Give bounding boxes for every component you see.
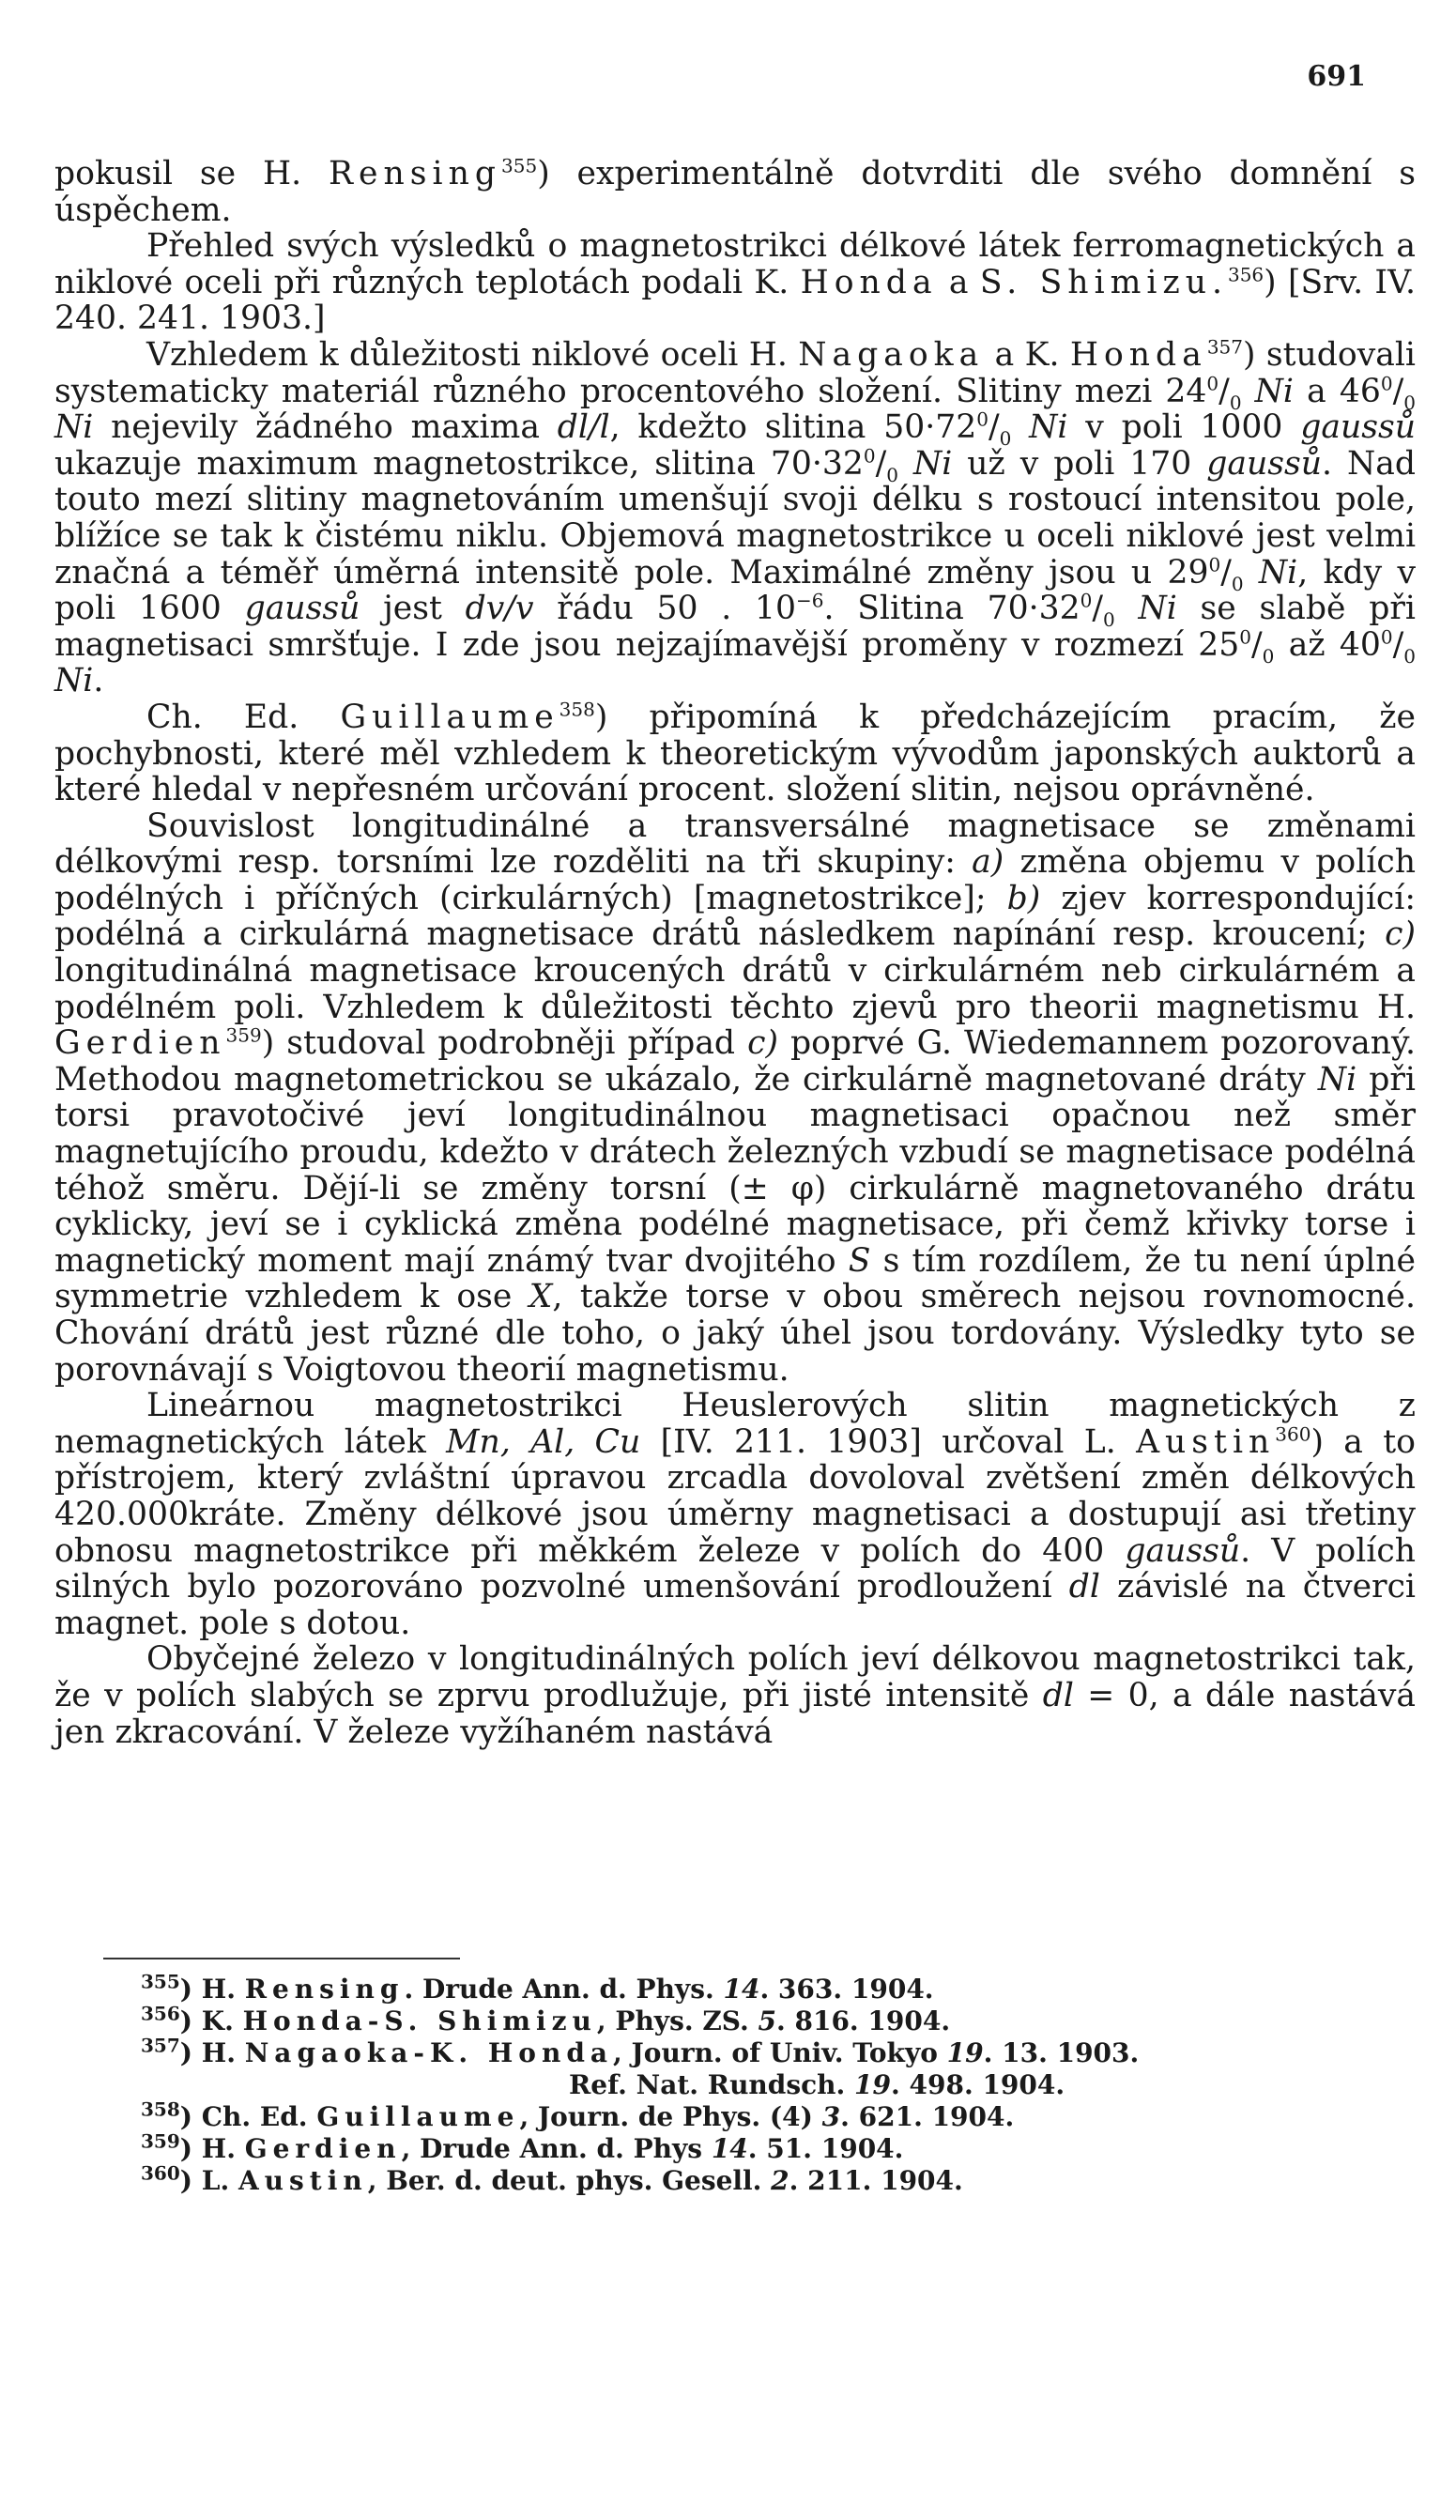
paragraph-segment: ) studoval podrobněji případ (261, 1024, 748, 1063)
paragraph-segment: jest (360, 590, 466, 628)
footnote-number: 360 (141, 2161, 180, 2185)
footnote (141, 2097, 1361, 2133)
footnote-segment: L. (201, 2165, 238, 2196)
paragraph-segment: X (529, 1278, 553, 1316)
footnote-segment: , Ber. d. deut. phys. Gesell. (367, 2165, 772, 2196)
paragraph-segment: řádu 50 . 10 (533, 590, 797, 628)
paragraph (54, 228, 1416, 337)
footnote (141, 2002, 1361, 2037)
paragraph (54, 808, 1416, 1389)
paragraph-segment: . Slitina 70·32 (823, 590, 1081, 628)
footnote-segment: . 621. 1904. (840, 2101, 1015, 2132)
paragraph-segment: Ni (1258, 553, 1298, 592)
footnote-paren: ) (179, 2005, 202, 2036)
paragraph-segment: Ni (54, 408, 94, 447)
paragraph-segment: 0 (1208, 553, 1221, 576)
paragraph-segment: a (937, 263, 980, 301)
footnote (141, 1970, 1361, 2005)
paragraph-segment: 0 (1403, 644, 1416, 668)
footnote-paren: ) (179, 1974, 202, 2005)
paragraph-segment: 358 (559, 698, 595, 721)
paragraph (54, 156, 1416, 228)
footnote (141, 2161, 1361, 2197)
footnote-segment: . 498. 1904. (891, 2069, 1065, 2100)
paragraph-segment: 0 (1103, 608, 1115, 632)
footnote-paren: ) (179, 2165, 202, 2196)
paragraph-segment: / (1218, 372, 1230, 410)
paragraph-segment: c) (1385, 915, 1416, 954)
paragraph-segment: 0 (1229, 391, 1242, 414)
footnote-divider (103, 1958, 460, 1959)
paragraph-segment: 0 (1380, 372, 1393, 395)
paragraph-segment: ) a to přístrojem, který zvláštní úpravou zrcadla dovoloval zvětšení změn délkových 420.000kráte. Změny délkové jsou úměrny magnetisaci a dostupují asi třetiny obnosu magnetostrikce při měkkém železe v polích do 400 (54, 1422, 1416, 1570)
footnote-segment: 3 (821, 2101, 841, 2132)
paragraph-segment: c) (747, 1024, 778, 1063)
paragraph-segment: ukazuje maximum magnetostrikce, slitina 70·32 (54, 444, 864, 483)
paragraph-segment (1011, 408, 1029, 446)
footnote (141, 2129, 1361, 2165)
footnote-segment: , Drude Ann. d. Phys (401, 2133, 712, 2164)
footnote-segment: . 363. 1904. (759, 1974, 934, 2005)
paragraph-segment: 357 (1206, 335, 1243, 359)
footnote-segment: 19 (854, 2069, 891, 2100)
paragraph-segment: S. Shimizu. (979, 263, 1228, 301)
paragraph-segment: 0 (863, 444, 876, 468)
paragraph-segment: Honda (1069, 335, 1207, 374)
footnote-segment: 2 (771, 2165, 789, 2196)
paragraph-segment: ) studovali systematicky materiál různého procentového složení. Slitiny mezi 24 (54, 335, 1416, 410)
paragraph-segment: a 46 (1294, 372, 1381, 410)
paragraph-segment: 359 (225, 1023, 262, 1047)
paragraph-segment (898, 445, 913, 483)
paragraph (54, 1641, 1416, 1750)
footnote-segment: , Journ. de Phys. (4) (519, 2101, 822, 2132)
paragraph-segment: S (848, 1241, 871, 1280)
footnote-segment: H. (201, 2037, 245, 2068)
paragraph-segment: ) [Srv. IV. 240. 241. 1903.] (54, 263, 1417, 338)
paragraph-segment: , kdy v poli 1600 (54, 553, 1416, 628)
paragraph-segment: 0 (1403, 391, 1416, 414)
paragraph-segment: gaussů (1125, 1531, 1241, 1570)
paragraph-segment: Ch. Ed. (146, 698, 341, 736)
footnote-segment: , Journ. of Univ. Tokyo (613, 2037, 947, 2068)
paragraph-segment: s tím rozdílem, že tu není úplné symmetrie vzhledem k ose (54, 1241, 1417, 1316)
footnote-segment: . Drude Ann. d. Phys. (404, 1974, 724, 2005)
footnote-segment: . 816. 1904. (775, 2005, 951, 2036)
paragraph-segment (1244, 554, 1259, 592)
paragraph-segment: . Nad touto mezí slitiny magnetováním umenšují svoji délku s rostoucí intensitou pole, blížíce se tak k čistému niklu. Objemová magnetostrikce u oceli niklové jest velmi značná a téměř úměrná intensitě pole. Maximálné změny jsou u 29 (54, 444, 1416, 592)
paragraph-segment: 0 (1231, 572, 1244, 595)
paragraph-segment: při torsi pravotočivé jeví longitudinálnou magnetisaci opačnou než směr magnetujícího proudu, kdežto v drátech železných vzbudí se magnetisace podélná téhož směru. Dějí-li se změny torsní (± φ) cirkulárně magnetovaného drátu cyklicky, jeví se i cyklická změna podélné magnetisace, při čemž křivky torse i magnetický moment mají známý tvar dvojitého (54, 1060, 1416, 1280)
body-text (54, 156, 1416, 1750)
paragraph-segment: 0 (1206, 372, 1219, 395)
footnote-segment: Honda-S. Shimizu (242, 2005, 597, 2036)
footnote-segment: Nagaoka-K. Honda (244, 2037, 614, 2068)
paragraph-segment: ) připomíná k předcházejícím pracím, že pochybnosti, které měl vzhledem k theoretickým vývodům japonských auktorů a které hledal v nepřesném určování procent. složení slitin, nejsou oprávněné. (54, 698, 1416, 809)
footnote-segment: . 211. 1904. (789, 2165, 963, 2196)
paragraph-segment: 0 (1262, 644, 1275, 668)
footnote-paren: ) (179, 2101, 202, 2132)
paragraph-segment: 0 (1380, 625, 1393, 649)
footnote-segment: 19 (946, 2037, 984, 2068)
footnote-segment: . 13. 1903. (983, 2037, 1140, 2068)
paragraph-segment: longitudinálná magnetisace kroucených drátů v cirkulárném neb cirkulárném a podélném poli. Vzhledem k důležitosti těchto zjevů pro theorii magnetismu H. (54, 952, 1416, 1026)
paragraph-segment: gaussů (244, 590, 360, 628)
footnote-number: 355 (141, 1970, 180, 1993)
paragraph-segment: Gerdien (54, 1024, 226, 1063)
paragraph-segment: a) (972, 843, 1004, 882)
footnote-segment: H. (201, 1974, 245, 2005)
paragraph (54, 699, 1416, 808)
paragraph-segment: Souvislost longitudinálné a transversálné magnetisace se změnami délkovými resp. torsními lze rozděliti na tři skupiny: (54, 807, 1416, 882)
footnote-segment: Guillaume (316, 2101, 520, 2132)
footnote-segment: K. (201, 2005, 243, 2036)
paragraph-segment: Ni (1138, 590, 1177, 628)
footnote-segment: Rensing (244, 1974, 405, 2005)
paragraph-segment: 0 (999, 427, 1012, 451)
paragraph-segment: závislé na čtverci magnet. pole s dotou. (54, 1568, 1416, 1642)
footnote-number: 359 (141, 2129, 180, 2153)
paragraph-segment: Austin (1136, 1422, 1276, 1461)
paragraph-segment: , takže torse v obou směrech nejsou rovnomocné. Chování drátů jest různé dle toho, o jaký úhel jsou tordovány. Výsledky tyto se porovnávají s Voigtovou theorií magnetismu. (54, 1278, 1416, 1389)
paragraph-segment: Rensing (329, 155, 501, 192)
paragraph-segment: = 0, a dále nastává jen zkracování. V železe vyžíhaném nastává (54, 1676, 1416, 1751)
footnote-segment: . 51. 1904. (747, 2133, 904, 2164)
paragraph-segment: až 40 (1274, 625, 1381, 664)
footnote-segment: Gerdien (244, 2133, 402, 2164)
paragraph-segment: . V polích silných bylo pozorováno pozvolné umenšování prodloužení (54, 1531, 1416, 1606)
paragraph-segment: Mn, Al, Cu (446, 1422, 641, 1461)
paragraph-segment: / (1392, 372, 1404, 410)
paragraph-segment: Obyčejné železo v longitudinálných polích jeví délkovou magnetostrikci tak, že v polích slabých se zprvu prodlužuje, při jisté intensitě (54, 1640, 1416, 1714)
footnote-segment: 5 (758, 2005, 776, 2036)
paragraph-segment: dl (1068, 1568, 1100, 1606)
footnote-paren: ) (179, 2133, 202, 2164)
footnotes (141, 1970, 1361, 2197)
footnote-segment: 14 (723, 1974, 760, 2005)
paragraph-segment: nejevily žádného maxima (93, 408, 558, 447)
paragraph-segment: [IV. 211. 1903] určoval L. (640, 1422, 1137, 1461)
paragraph-segment: 0 (886, 463, 898, 486)
paragraph-segment (1115, 590, 1139, 627)
footnote-segment: Ref. Nat. Rundsch. (569, 2069, 855, 2100)
paragraph-segment: už v poli 170 (952, 444, 1207, 483)
paragraph-segment: b) (1006, 879, 1041, 917)
paragraph-segment: Lineárnou magnetostrikci Heuslerových slitin magnetických z nemagnetických látek (54, 1387, 1416, 1461)
footnote (141, 2034, 1361, 2069)
paragraph-segment: Ni (1254, 372, 1294, 410)
paragraph-segment: Honda (800, 263, 938, 301)
paragraph-segment: se slabě při magnetisaci smršťuje. I zde jsou nejzajímavější proměny v rozmezí 25 (54, 590, 1416, 664)
paragraph-segment: / (1392, 625, 1404, 664)
paragraph-segment: 360 (1275, 1422, 1311, 1446)
paragraph-segment: pokusil se H. (54, 155, 330, 192)
paragraph-segment: , kdežto slitina 50·72 (609, 408, 977, 447)
footnote-paren: ) (179, 2037, 202, 2068)
footnote-segment: Austin (238, 2165, 368, 2196)
paragraph-segment: 0 (1239, 625, 1251, 649)
paragraph-segment: Guillaume (340, 698, 559, 736)
footnote-segment: H. (201, 2133, 245, 2164)
paragraph-segment: gaussů (1300, 408, 1416, 447)
paragraph-segment: v poli 1000 (1067, 408, 1301, 447)
paragraph-segment: / (1220, 553, 1232, 592)
paragraph-segment: Ni (54, 662, 94, 700)
paragraph-segment: / (1092, 590, 1103, 628)
footnote (141, 2069, 1361, 2101)
paragraph (54, 1388, 1416, 1641)
paragraph-segment: −6 (796, 589, 824, 612)
footnote-number: 358 (141, 2097, 180, 2121)
footnote-number: 357 (141, 2034, 180, 2057)
paragraph-segment: 355 (501, 154, 538, 177)
paragraph-segment: Ni (912, 444, 953, 483)
paragraph-segment: Ni (1029, 408, 1068, 447)
footnote-number: 356 (141, 2002, 180, 2025)
paragraph-segment: dl/l (557, 408, 610, 447)
page-number: 691 (1307, 60, 1366, 93)
paragraph-segment: a K. (984, 335, 1070, 374)
paragraph-segment: gaussů (1206, 444, 1323, 483)
paragraph-segment: / (1250, 625, 1263, 664)
paragraph-segment: Vzhledem k důležitosti niklové oceli H. (146, 335, 799, 374)
paragraph-segment: Přehled svých výsledků o magnetostrikci délkové látek ferromagnetických a niklové oceli při různých teplotách podali K. (54, 227, 1416, 301)
paragraph-segment: dv/v (465, 590, 534, 628)
paragraph-segment: ) experimentálně dotvrditi dle svého domnění s úspěchem. (54, 155, 1416, 229)
footnote-segment: 14 (711, 2133, 748, 2164)
paragraph-segment: 0 (1080, 589, 1093, 612)
paragraph-segment: Nagaoka (798, 335, 985, 374)
paragraph-segment: změna objemu v polích podélných i příčných (cirkulárných) [magnetostrikce]; (54, 843, 1416, 917)
paragraph-segment (1242, 373, 1255, 410)
paragraph-segment: 0 (976, 407, 989, 431)
paragraph-segment: / (875, 444, 887, 483)
footnote-segment: Ch. Ed. (201, 2101, 317, 2132)
paragraph-segment: zjev korrespondující: podélná a cirkulárná magnetisace drátů následkem napínání resp. kroucení; (54, 879, 1416, 954)
paragraph (54, 337, 1416, 699)
footnote-segment: , Phys. ZS. (596, 2005, 759, 2036)
paragraph-segment: 356 (1227, 263, 1264, 286)
paragraph-segment: poprvé G. Wiedemannem pozorovaný. Methodou magnetometrickou se ukázalo, že cirkulárně magnetované dráty (54, 1024, 1416, 1099)
footnote-continuation (141, 2069, 1065, 2100)
paragraph-segment: Ni (1317, 1060, 1357, 1099)
paragraph-segment: dl (1042, 1676, 1074, 1714)
paragraph-segment: / (988, 408, 1000, 447)
paragraph-segment: . (93, 662, 104, 700)
